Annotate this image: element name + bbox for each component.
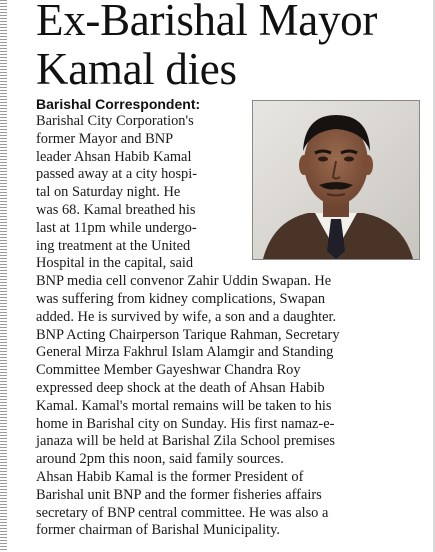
body-line: last at 11pm while undergo- (36, 219, 197, 236)
body-line: tal on Saturday night. He (36, 184, 181, 201)
body-line: BNP media cell convenor Zahir Uddin Swapan. He (36, 273, 332, 290)
body-line: secretary of BNP central committee. He was also a (36, 504, 329, 521)
body-line: around 2pm this noon, said family sources. (36, 451, 284, 468)
body-line: passed away at a city hospi- (36, 166, 198, 183)
article-body (36, 96, 428, 540)
column-rule (0, 0, 7, 552)
body-narrow-column (36, 113, 248, 273)
body-line: Barishal City Corporation's (36, 113, 194, 129)
body-line: was 68. Kamal breathed his (36, 201, 196, 218)
body-line: Committee Member Gayeshwar Chandra Roy (36, 362, 301, 379)
body-line: Hospital in the capital, said (36, 255, 194, 272)
body-line: Barishal unit BNP and the former fisheries affairs (36, 486, 322, 503)
body-line: leader Ahsan Habib Kamal (36, 148, 192, 165)
body-line: Ahsan Habib Kamal is the former President of (36, 468, 304, 485)
body-line: home in Barishal city on Sunday. His first namaz-e- (36, 415, 335, 432)
body-line: added. He is survived by wife, a son and a daughter. (36, 308, 337, 325)
body-line: ing treatment at the United (36, 237, 191, 254)
body-line: was suffering from kidney complications, Swapan (36, 290, 326, 307)
body-line: General Mirza Fakhrul Islam Alamgir and Standing (36, 344, 334, 361)
body-line: former Mayor and BNP (36, 130, 174, 147)
body-line: BNP Acting Chairperson Tarique Rahman, Secretary (36, 326, 340, 343)
body-line: Kamal. Kamal's mortal remains will be taken to his (36, 397, 332, 414)
headline (36, 0, 432, 94)
headline-line-2: Kamal dies (36, 44, 237, 94)
body-line: former chairman of Barishal Municipality. (36, 522, 281, 539)
headline-line-1: Ex-Barishal Mayor (36, 0, 378, 45)
body-line: janaza will be held at Barishal Zila School premises (36, 433, 335, 450)
byline: Barishal Correspondent: (36, 96, 201, 112)
body-line: expressed deep shock at the death of Ahsan Habib (36, 379, 325, 396)
body-wide-column (36, 273, 428, 540)
